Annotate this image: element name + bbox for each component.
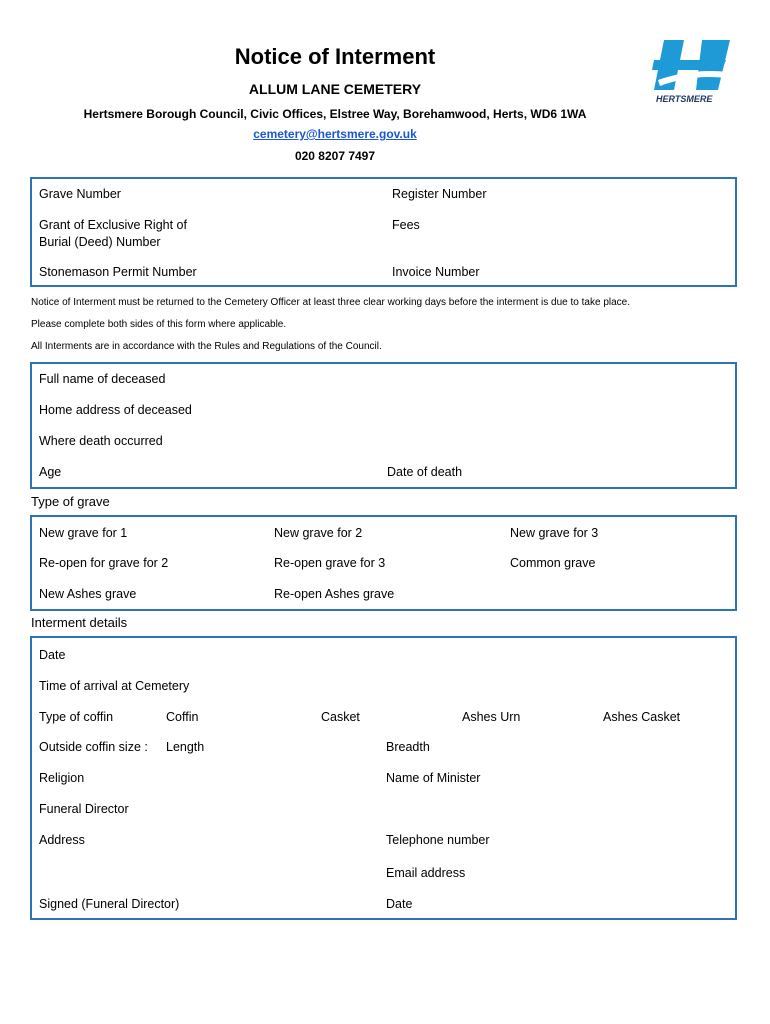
fd-address-label: Address [39, 833, 85, 847]
office-use-box [30, 177, 737, 287]
religion-label: Religion [39, 771, 85, 785]
hertsmere-logo [652, 38, 732, 104]
invoice-number-label: Invoice Number [392, 265, 480, 279]
logo-text: HERTSMERE [656, 94, 713, 104]
signed-label: Signed (Funeral Director) [39, 897, 180, 911]
grave-option-reopen-3: Re-open grave for 3 [274, 556, 386, 570]
note-rules: All Interments are in accordance with the Rules and Regulations of the Council. [31, 341, 382, 352]
full-name-label: Full name of deceased [39, 372, 166, 386]
grave-type-box [30, 515, 737, 611]
email-address-label: Email address [386, 866, 466, 880]
coffin-option-ashes-casket: Ashes Casket [603, 710, 681, 724]
email-line [0, 127, 670, 141]
type-of-coffin-label: Type of coffin [39, 710, 114, 724]
grave-option-reopen-ashes: Re-open Ashes grave [274, 587, 395, 601]
grave-option-reopen-2: Re-open for grave for 2 [39, 556, 169, 570]
breadth-label: Breadth [386, 740, 430, 754]
funeral-director-label: Funeral Director [39, 802, 129, 816]
grave-option-new-1: New grave for 1 [39, 526, 128, 540]
grant-label-line1: Grant of Exclusive Right of [39, 218, 187, 232]
fees-label: Fees [392, 218, 420, 232]
sign-date-label: Date [386, 897, 413, 911]
note-return: Notice of Interment must be returned to the Cemetery Officer at least three clear working days before the interment is due to take place. [31, 297, 631, 308]
cemetery-name: ALLUM LANE CEMETERY [248, 81, 422, 97]
phone-number: 020 8207 7497 [294, 149, 376, 163]
email-link[interactable]: cemetery@hertsmere.gov.uk [253, 127, 417, 141]
coffin-option-casket: Casket [321, 710, 360, 724]
time-arrival-label: Time of arrival at Cemetery [39, 679, 190, 693]
council-address: Hertsmere Borough Council, Civic Offices, Elstree Way, Borehamwood, Herts, WD6 1WA [83, 107, 587, 121]
grave-option-new-ashes: New Ashes grave [39, 587, 137, 601]
interment-box [30, 636, 737, 920]
grave-option-new-2: New grave for 2 [274, 526, 363, 540]
interment-heading: Interment details [31, 615, 128, 630]
age-label: Age [39, 465, 62, 479]
hertsmere-logo-icon [652, 38, 732, 104]
stonemason-permit-label: Stonemason Permit Number [39, 265, 197, 279]
date-of-death-label: Date of death [387, 465, 463, 479]
note-both-sides: Please complete both sides of this form where applicable. [31, 319, 287, 330]
register-number-label: Register Number [392, 187, 487, 201]
grave-number-label: Grave Number [39, 187, 121, 201]
deceased-box [30, 362, 737, 489]
coffin-option-coffin: Coffin [166, 710, 199, 724]
where-death-label: Where death occurred [39, 434, 163, 448]
grave-option-new-3: New grave for 3 [510, 526, 599, 540]
grant-label-line2: Burial (Deed) Number [39, 235, 161, 249]
outside-coffin-size-label: Outside coffin size : [39, 740, 148, 754]
length-label: Length [166, 740, 205, 754]
page-title: Notice of Interment [234, 44, 436, 69]
telephone-label: Telephone number [386, 833, 490, 847]
grave-type-heading: Type of grave [31, 494, 110, 509]
coffin-option-ashes-urn: Ashes Urn [462, 710, 521, 724]
date-of-interment-label: Date [39, 648, 66, 662]
home-address-label: Home address of deceased [39, 403, 192, 417]
minister-label: Name of Minister [386, 771, 481, 785]
grave-option-common: Common grave [510, 556, 596, 570]
